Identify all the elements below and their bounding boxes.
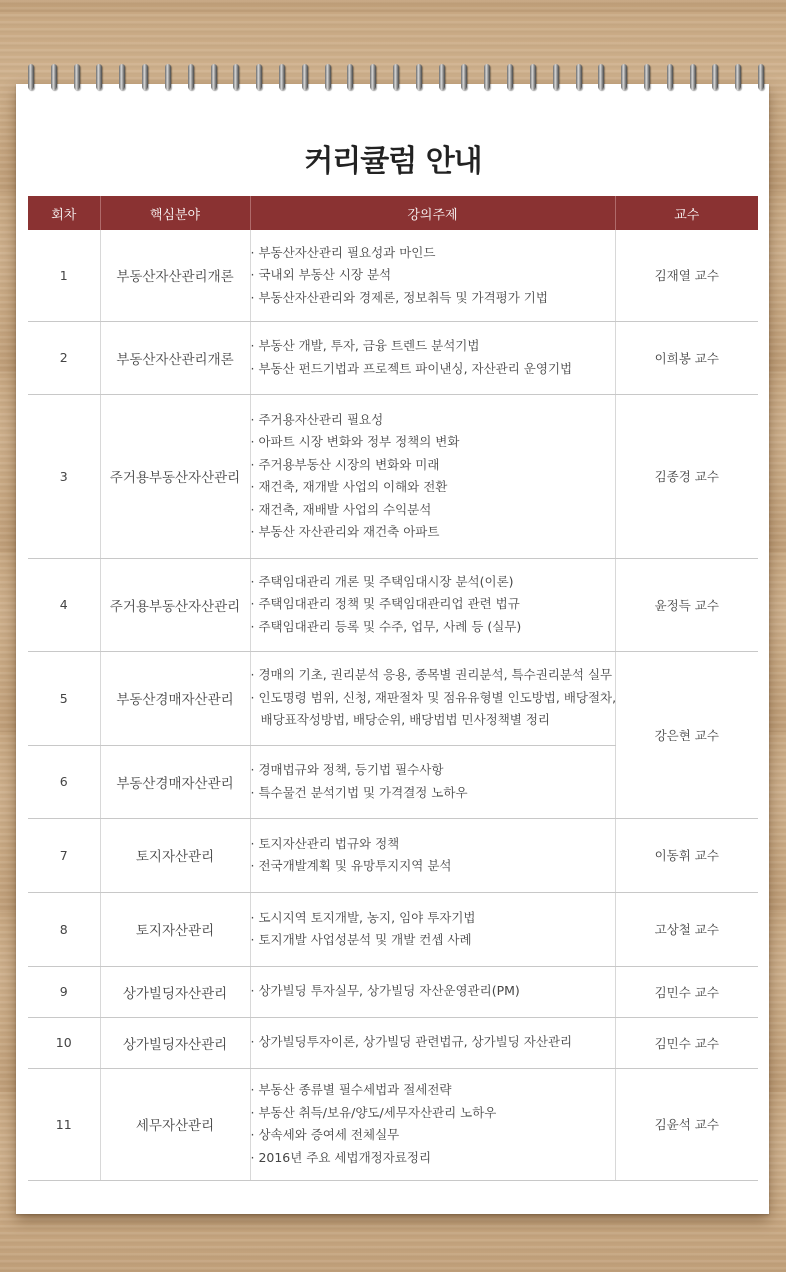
binding-ring [644,64,650,90]
topic-item: · 토지자산관리 법규와 정책 [250,835,400,851]
table-row [28,892,758,966]
binding-ring [51,64,57,90]
lecture-topics [250,745,615,818]
professor-name: 이동휘 교수 [615,818,758,892]
topic-item: · 주거용부동산 시장의 변화와 미래 [250,456,440,472]
topic-item: · 토지개발 사업성분석 및 개발 컨셉 사례 [250,932,472,947]
binding-ring [712,64,718,90]
lecture-topics [250,651,615,745]
binding-ring [188,64,194,90]
professor-name: 김민수 교수 [615,966,758,1017]
binding-ring [598,64,604,90]
binding-ring [347,64,353,90]
binding-ring [302,64,308,90]
table-row [28,558,758,651]
binding-ring [74,64,80,90]
topic-item: · 아파트 시장 변화와 정부 정책의 변화 [250,434,460,449]
core-field: 상가빌딩자산관리 [100,966,250,1017]
topic-item: · 부동산 취득/보유/양도/세무자산관리 노하우 [250,1104,497,1120]
professor-name: 고상철 교수 [615,892,758,966]
topic-item: · 국내외 부동산 시장 분석 [250,267,392,282]
professor-name: 김민수 교수 [615,1017,758,1068]
professor-name: 이희봉 교수 [615,321,758,394]
topic-item: · 부동산자산관리 필요성과 마인드 [250,244,436,260]
table-row [28,1068,758,1180]
binding-ring [553,64,559,90]
topic-item: · 특수물건 분석기법 및 가격결정 노하우 [250,784,468,800]
binding-ring [416,64,422,90]
binding-ring [96,64,102,90]
topic-item: · 재건축, 재배발 사업의 수익분석 [250,501,432,517]
lecture-topics [250,1017,615,1068]
topic-item: · 주택임대관리 정책 및 주택임대관리업 관련 법규 [250,596,520,612]
topic-item: · 인도명령 범위, 신청, 재판절차 및 점유유형별 인도방법, 배당절차, [250,689,617,705]
lecture-topics [250,558,615,651]
binding-ring [119,64,125,90]
binding-ring [256,64,262,90]
core-field: 부동산경매자산관리 [100,651,250,745]
binding-ring [461,64,467,90]
core-field: 주거용부동산자산관리 [100,558,250,651]
session-number: 10 [28,1017,100,1068]
spiral-binding [28,64,764,92]
session-number: 4 [28,558,100,651]
table-row [28,1017,758,1068]
session-number: 1 [28,230,100,321]
table-row [28,818,758,892]
core-field: 부동산자산관리개론 [100,321,250,394]
topic-item: · 부동산 펀드기법과 프로젝트 파이낸싱, 자산관리 운영기법 [250,360,573,376]
session-number: 2 [28,321,100,394]
professor-name: 윤정득 교수 [615,558,758,651]
topic-item: · 재건축, 재개발 사업의 이해와 전환 [250,479,448,494]
binding-ring [393,64,399,90]
table-row [28,230,758,321]
session-number: 9 [28,966,100,1017]
table-row [28,321,758,394]
core-field: 상가빌딩자산관리 [100,1017,250,1068]
session-number: 6 [28,745,100,818]
binding-ring [690,64,696,90]
binding-ring [325,64,331,90]
binding-ring [233,64,239,90]
binding-ring [28,64,34,90]
binding-ring [439,64,445,90]
binding-ring [484,64,490,90]
curriculum-table [28,196,758,1181]
binding-ring [279,64,285,90]
binding-ring [142,64,148,90]
core-field: 주거용부동산자산관리 [100,394,250,558]
topic-item: · 2016년 주요 세법개정자료정리 [250,1149,432,1165]
topic-item: · 부동산자산관리와 경제론, 정보취득 및 가격평가 기법 [250,289,548,305]
session-number: 3 [28,394,100,558]
lecture-topics [250,892,615,966]
binding-ring [530,64,536,90]
core-field: 부동산자산관리개론 [100,230,250,321]
lecture-topics [250,394,615,558]
topic-item: · 경매법규와 정책, 등기법 필수사항 [250,762,444,777]
binding-ring [621,64,627,90]
binding-ring [370,64,376,90]
topic-item: · 주택임대관리 개론 및 주택임대시장 분석(이론) [250,573,514,589]
lecture-topics [250,230,615,321]
header-professor: 교수 [615,196,758,230]
header-session: 회차 [28,196,100,230]
page-title: 커리큘럼 안내 [304,144,482,179]
professor-name: 김재열 교수 [615,230,758,321]
session-number: 8 [28,892,100,966]
binding-ring [758,64,764,90]
core-field: 세무자산관리 [100,1068,250,1180]
session-number: 7 [28,818,100,892]
topic-item: · 도시지역 토지개발, 농지, 임야 투자기법 [250,909,476,925]
header-field: 핵심분야 [100,196,250,230]
topic-item: · 주택임대관리 등록 및 수주, 업무, 사례 등 (실무) [250,618,522,634]
core-field: 토지자산관리 [100,892,250,966]
professor-name: 강은현 교수 [615,651,758,818]
core-field: 부동산경매자산관리 [100,745,250,818]
topic-item: · 부동산 개발, 투자, 금융 트렌드 분석기법 [250,338,480,353]
lecture-topics [250,818,615,892]
topic-item: · 경매의 기초, 권리분석 응용, 종목별 권리분석, 특수권리분석 실무 [250,667,613,683]
binding-ring [211,64,217,90]
lecture-topics [250,321,615,394]
topic-item: · 주거용자산관리 필요성 [250,411,384,427]
topic-item: · 상가빌딩투자이론, 상가빌딩 관련법규, 상가빌딩 자산관리 [250,1034,573,1050]
topic-item: · 상속세와 증여세 전체실무 [250,1127,400,1142]
professor-name: 김윤석 교수 [615,1068,758,1180]
binding-ring [165,64,171,90]
professor-name: 김종경 교수 [615,394,758,558]
topic-item: · 전국개발계획 및 유망투지지역 분석 [250,858,452,873]
topic-item: · 상가빌딩 투자실무, 상가빌딩 자산운영관리(PM) [250,983,520,999]
core-field: 토지자산관리 [100,818,250,892]
lecture-topics [250,966,615,1017]
table-header-row [28,196,758,230]
binding-ring [507,64,513,90]
header-topic: 강의주제 [250,196,615,230]
table-row [28,394,758,558]
lecture-topics [250,1068,615,1180]
topic-item: 배당표작성방법, 배당순위, 배당법법 민사정책별 정리 [260,712,550,728]
table-row [28,651,758,745]
session-number: 5 [28,651,100,745]
binding-ring [576,64,582,90]
binding-ring [735,64,741,90]
session-number: 11 [28,1068,100,1180]
table-row [28,966,758,1017]
binding-ring [667,64,673,90]
topic-item: · 부동산 자산관리와 재건축 아파트 [250,524,440,539]
topic-item: · 부동산 종류별 필수세법과 절세전략 [250,1082,452,1097]
